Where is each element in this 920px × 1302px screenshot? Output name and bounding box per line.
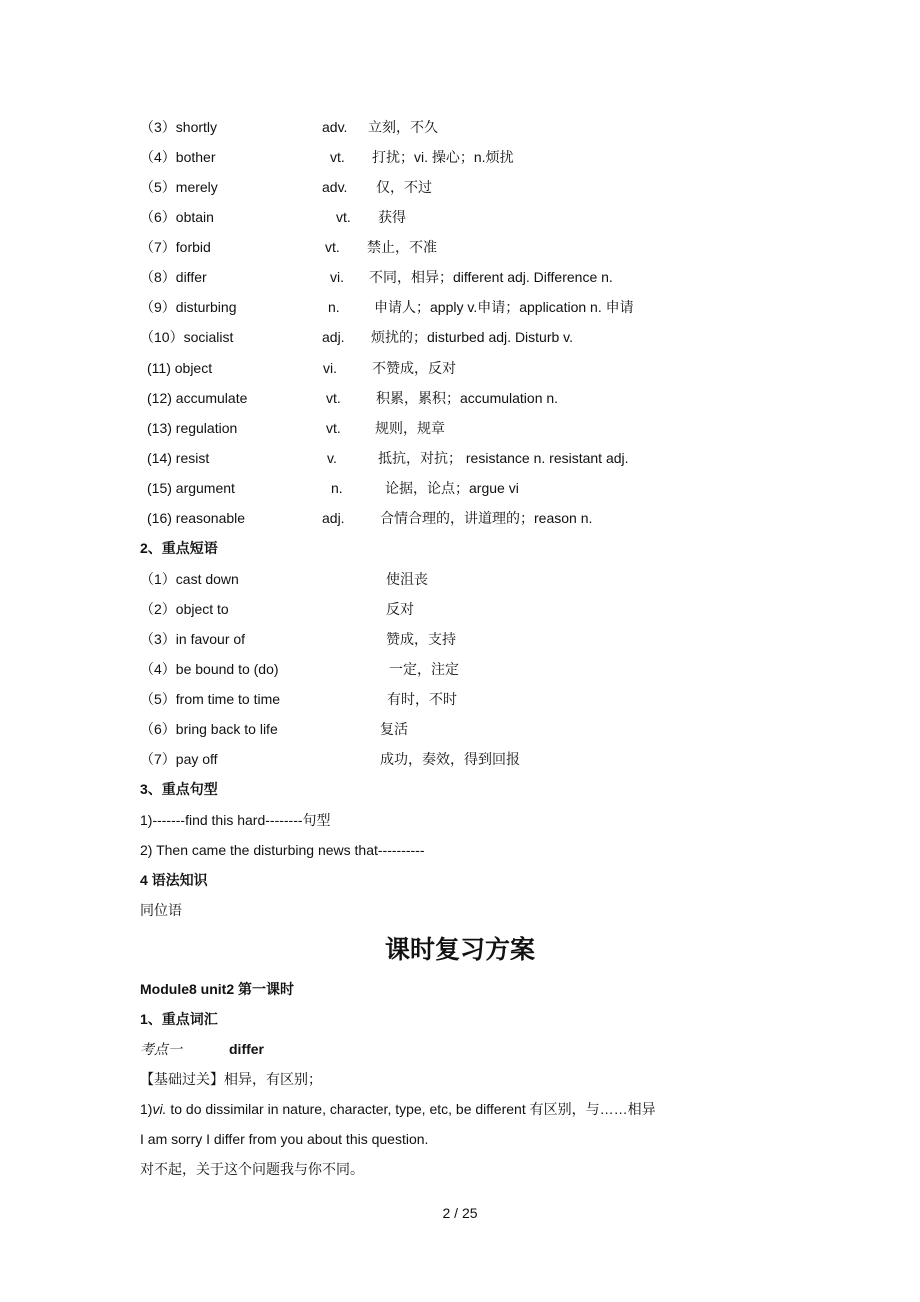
phrase-row bbox=[0, 718, 920, 740]
vocab-definition: 申请人；apply v.申请；application n. 申请 bbox=[374, 299, 634, 315]
vocab-pos: adv. bbox=[322, 119, 348, 135]
vocab-word: （6）obtain bbox=[140, 209, 214, 225]
phrase-row bbox=[0, 568, 920, 590]
vocab-pos: n. bbox=[328, 299, 340, 315]
test-point-row bbox=[0, 1038, 920, 1060]
phrase-row bbox=[0, 658, 920, 680]
vocab-pos: vt. bbox=[326, 420, 341, 436]
basics-text: 【基础过关】相异，有区别； bbox=[140, 1071, 322, 1087]
vocab-definition: 不赞成，反对 bbox=[372, 360, 456, 376]
vocab-row bbox=[0, 387, 920, 409]
sentence-pattern: 1)-------find this hard--------句型 bbox=[140, 812, 331, 828]
phrase-row bbox=[0, 688, 920, 710]
phrase-zh: 复活 bbox=[380, 721, 408, 737]
vocab-row bbox=[0, 296, 920, 318]
vocab-word: （4）bother bbox=[140, 149, 216, 165]
vocab-pos: adv. bbox=[322, 179, 348, 195]
vocab-definition: 立刻，不久 bbox=[368, 119, 438, 135]
vocab-word: (15) argument bbox=[147, 480, 235, 496]
vocab-definition: 抵抗，对抗； resistance n. resistant adj. bbox=[378, 450, 629, 466]
vocab-definition: 仅，不过 bbox=[376, 179, 432, 195]
vocab-pos: n. bbox=[331, 480, 343, 496]
vocab-row bbox=[0, 477, 920, 499]
phrase-zh: 成功，奏效，得到回报 bbox=[380, 751, 520, 767]
test-point-word: differ bbox=[229, 1041, 264, 1057]
sentence-pattern-row bbox=[0, 809, 920, 831]
vocab-pos: v. bbox=[327, 450, 337, 466]
phrase-en: （6）bring back to life bbox=[140, 721, 278, 737]
section-heading bbox=[0, 537, 920, 559]
vocab-pos: vt. bbox=[336, 209, 351, 225]
vocab-pos: vi. bbox=[323, 360, 337, 376]
sentence-patterns-heading: 3、重点句型 bbox=[140, 781, 218, 797]
phrase-en: （4）be bound to (do) bbox=[140, 661, 279, 677]
example-english: I am sorry I differ from you about this question. bbox=[140, 1131, 429, 1147]
phrase-en: （3）in favour of bbox=[140, 631, 246, 647]
vocab-word: （7）forbid bbox=[140, 239, 211, 255]
vocab-definition: 合情合理的，讲道理的；reason n. bbox=[380, 510, 593, 526]
phrase-row bbox=[0, 628, 920, 650]
vocab-word: (11) object bbox=[147, 360, 213, 376]
vocab-definition: 打扰；vi. 操心；n.烦扰 bbox=[372, 149, 514, 165]
phrase-zh: 有时，不时 bbox=[387, 691, 457, 707]
phrase-zh: 使沮丧 bbox=[386, 571, 428, 587]
vocab-row bbox=[0, 116, 920, 138]
phrase-en: （5）from time to time bbox=[140, 691, 281, 707]
definition-pos: vi. bbox=[152, 1101, 167, 1117]
vocab-row bbox=[0, 176, 920, 198]
phrase-zh: 反对 bbox=[386, 601, 414, 617]
vocab-row bbox=[0, 236, 920, 258]
vocab-pos: vt. bbox=[325, 239, 340, 255]
vocab-pos: adj. bbox=[322, 329, 345, 345]
example-row bbox=[0, 1158, 920, 1180]
review-title: 课时复习方案 bbox=[384, 936, 535, 964]
vocab-definition: 获得 bbox=[378, 209, 406, 225]
phrase-zh: 一定，注定 bbox=[389, 661, 459, 677]
definition-text: to do dissimilar in nature, character, type, etc, be different 有区别，与……相异 bbox=[166, 1101, 656, 1117]
vocab-definition: 积累，累积；accumulation n. bbox=[376, 390, 559, 406]
test-point-label: 考点一 bbox=[140, 1041, 182, 1057]
section-heading bbox=[0, 778, 920, 800]
vocab-row bbox=[0, 146, 920, 168]
basics-row bbox=[0, 1068, 920, 1090]
vocab-definition: 规则，规章 bbox=[375, 420, 445, 436]
definition-prefix: 1) bbox=[140, 1101, 153, 1117]
vocab-row bbox=[0, 266, 920, 288]
vocab-row bbox=[0, 417, 920, 439]
phrase-row bbox=[0, 598, 920, 620]
vocab-word: (16) reasonable bbox=[147, 510, 246, 526]
phrase-row bbox=[0, 748, 920, 770]
sentence-pattern-row bbox=[0, 839, 920, 861]
example-row bbox=[0, 1128, 920, 1150]
vocab-row bbox=[0, 447, 920, 469]
vocab-word: （5）merely bbox=[140, 179, 218, 195]
phrase-en: （2）object to bbox=[140, 601, 229, 617]
vocab-word: （3）shortly bbox=[140, 119, 218, 135]
vocab-word: （9）disturbing bbox=[140, 299, 237, 315]
section-heading bbox=[0, 869, 920, 891]
phrase-en: （1）cast down bbox=[140, 571, 239, 587]
vocab-definition: 禁止，不准 bbox=[367, 239, 437, 255]
example-chinese: 对不起，关于这个问题我与你不同。 bbox=[140, 1161, 364, 1177]
vocab-word: (13) regulation bbox=[147, 420, 238, 436]
key-vocab-heading: 1、重点词汇 bbox=[140, 1011, 218, 1027]
vocab-row bbox=[0, 326, 920, 348]
vocab-word: （10）socialist bbox=[140, 329, 234, 345]
vocab-pos: adj. bbox=[322, 510, 345, 526]
module-subtitle-row bbox=[0, 978, 920, 1000]
vocab-definition: 论据，论点；argue vi bbox=[385, 480, 519, 496]
section-heading bbox=[0, 1008, 920, 1030]
vocab-row bbox=[0, 357, 920, 379]
sentence-pattern: 2) Then came the disturbing news that---------- bbox=[140, 842, 425, 858]
phrase-en: （7）pay off bbox=[140, 751, 218, 767]
vocab-pos: vt. bbox=[330, 149, 345, 165]
phrases-heading: 2、重点短语 bbox=[140, 540, 218, 556]
vocab-word: （8）differ bbox=[140, 269, 207, 285]
phrase-zh: 赞成，支持 bbox=[386, 631, 456, 647]
grammar-text: 同位语 bbox=[140, 902, 182, 918]
grammar-row bbox=[0, 899, 920, 921]
vocab-pos: vi. bbox=[330, 269, 344, 285]
vocab-row bbox=[0, 206, 920, 228]
vocab-row bbox=[0, 507, 920, 529]
definition-line bbox=[140, 1098, 656, 1120]
definition-row bbox=[0, 1098, 920, 1120]
module-subtitle: Module8 unit2 第一课时 bbox=[140, 981, 294, 997]
vocab-definition: 烦扰的；disturbed adj. Disturb v. bbox=[371, 329, 574, 345]
vocab-word: (14) resist bbox=[147, 450, 210, 466]
vocab-word: (12) accumulate bbox=[147, 390, 248, 406]
vocab-pos: vt. bbox=[326, 390, 341, 406]
vocab-definition: 不同，相异；different adj. Difference n. bbox=[369, 269, 613, 285]
grammar-heading: 4 语法知识 bbox=[140, 872, 208, 888]
page-number: 2 / 25 bbox=[442, 1205, 478, 1221]
